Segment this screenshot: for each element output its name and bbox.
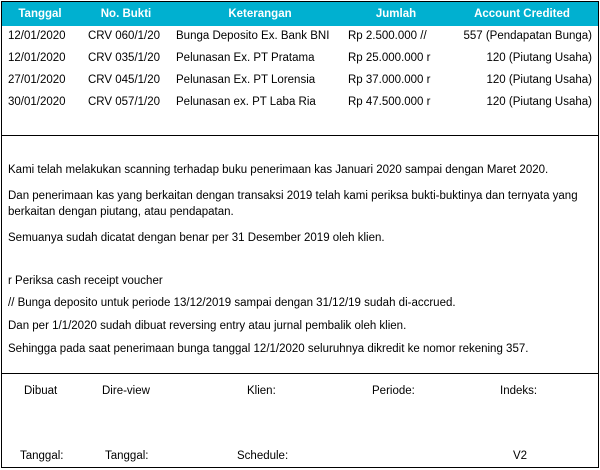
table-row: [2, 70, 598, 90]
table-row: [2, 92, 598, 112]
cell-no-bukti: CRV 057/1/20: [88, 96, 161, 108]
cell-jumlah: Rp 47.500.000 r: [348, 96, 431, 108]
cell-account-credited: 557 (Pendapatan Bunga): [463, 30, 592, 42]
cell-account-credited: 120 (Piutang Usaha): [486, 74, 592, 86]
cell-no-bukti: CRV 060/1/20: [88, 30, 161, 42]
divider-footer: [2, 373, 598, 374]
footer-periode: Periode:: [372, 385, 415, 397]
header-jumlah: Jumlah: [375, 8, 417, 20]
note-scanning: Kami telah melakukan scanning terhadap buku penerimaan kas Januari 2020 sampai dengan Maret 2020.: [8, 164, 549, 176]
table-row: [2, 48, 598, 68]
footer-tanggal-dibuat: Tanggal:: [20, 450, 64, 462]
cell-account-credited: 120 (Piutang Usaha): [486, 52, 592, 64]
table-row: [2, 26, 598, 46]
cell-tanggal: 12/01/2020: [8, 30, 66, 42]
cell-keterangan: Pelunasan ex. PT Laba Ria: [176, 96, 316, 108]
cell-account-credited: 120 (Piutang Usaha): [486, 96, 592, 108]
footer-indeks: Indeks:: [500, 385, 538, 397]
divider-top: [2, 135, 598, 136]
note-tickmark-r: r Periksa cash receipt voucher: [8, 275, 163, 287]
cell-keterangan: Pelunasan Ex. PT Pratama: [176, 52, 315, 64]
cell-tanggal: 30/01/2020: [8, 96, 66, 108]
header-no-bukti: No. Bukti: [100, 8, 152, 20]
note-dicatat: Semuanya sudah dicatat dengan benar per 31 Desember 2019 oleh klien.: [8, 232, 385, 244]
cell-no-bukti: CRV 035/1/20: [88, 52, 161, 64]
cell-tanggal: 27/01/2020: [8, 74, 66, 86]
cell-jumlah: Rp 25.000.000 r: [348, 52, 431, 64]
header-tanggal: Tanggal: [18, 8, 62, 20]
working-paper-sheet: [1, 1, 599, 468]
footer-version: V2: [513, 450, 528, 462]
note-tickmark-accrued: // Bunga deposito untuk periode 13/12/2019 sampai dengan 31/12/19 sudah di-accrued.: [8, 297, 456, 309]
footer-dibuat: Dibuat: [24, 385, 58, 397]
footer-schedule: Schedule:: [237, 450, 289, 462]
footer-tanggal-direview: Tanggal:: [105, 450, 149, 462]
cell-jumlah: Rp 37.000.000 r: [348, 74, 431, 86]
cell-keterangan: Pelunasan Ex. PT Lorensia: [176, 74, 316, 86]
cell-tanggal: 12/01/2020: [8, 52, 66, 64]
cell-keterangan: Bunga Deposito Ex. Bank BNI: [176, 30, 330, 42]
cell-jumlah: Rp 2.500.000 //: [348, 30, 427, 42]
note-dikredit: Sehingga pada saat penerimaan bunga tanggal 12/1/2020 seluruhnya dikredit ke nomor rekening 357.: [8, 343, 529, 355]
header-keterangan: Keterangan: [228, 8, 292, 20]
footer-direview: Dire-view: [102, 385, 150, 397]
table-header: [2, 2, 598, 26]
note-reversing-entry: Dan per 1/1/2020 sudah dibuat reversing entry atau jurnal pembalik oleh klien.: [8, 320, 407, 332]
cell-no-bukti: CRV 045/1/20: [88, 74, 161, 86]
header-account-credited: Account Credited: [474, 8, 570, 20]
note-transaksi-2019: Dan penerimaan kas yang berkaitan dengan transaksi 2019 telah kami periksa bukti-buktinya dan ternyata yang berkaitan dengan piutang, atau pendapatan.: [8, 190, 578, 218]
footer-klien: Klien:: [247, 385, 276, 397]
